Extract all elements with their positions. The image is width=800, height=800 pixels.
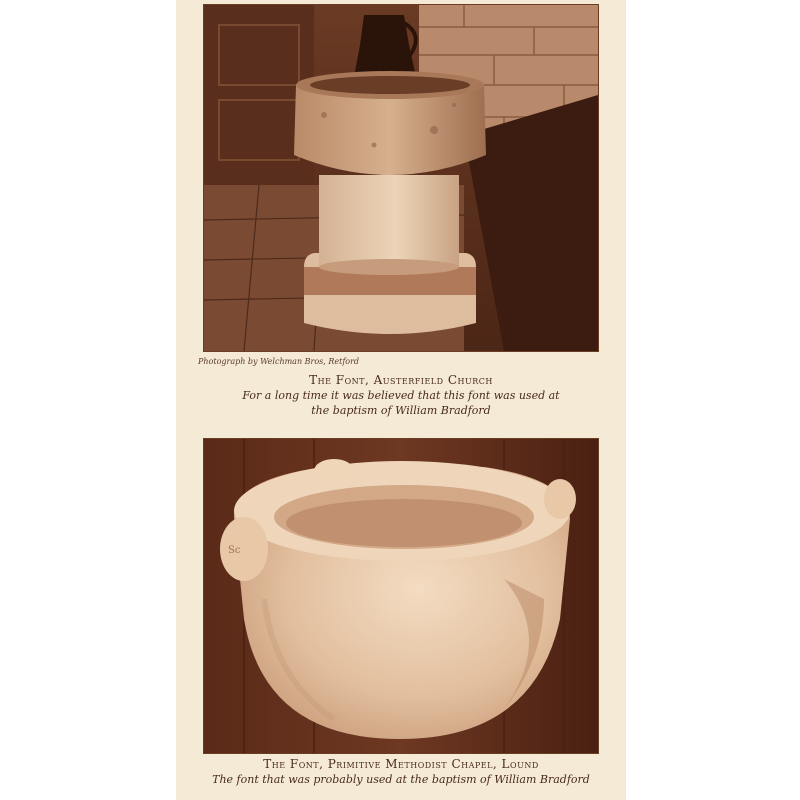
book-page <box>176 0 626 800</box>
austerfield-font-photo <box>203 4 599 352</box>
lound-font-image <box>204 439 598 753</box>
lound-font-photo <box>203 438 599 754</box>
figure1-caption-line1: For a long time it was believed that this font was used at <box>242 389 560 402</box>
figure1-title: The Font, Austerfield Church <box>309 373 493 387</box>
svg-text:Sc: Sc <box>228 545 241 556</box>
photo-credit: Photograph by Welchman Bros, Retford <box>198 357 360 366</box>
figure2-caption: The font that was probably used at the baptism of William Bradford <box>212 773 590 786</box>
figure2-title: The Font, Primitive Methodist Chapel, Lound <box>263 757 539 771</box>
austerfield-font-image <box>204 5 598 351</box>
figure1-caption-line2: the baptism of William Bradford <box>311 404 491 417</box>
